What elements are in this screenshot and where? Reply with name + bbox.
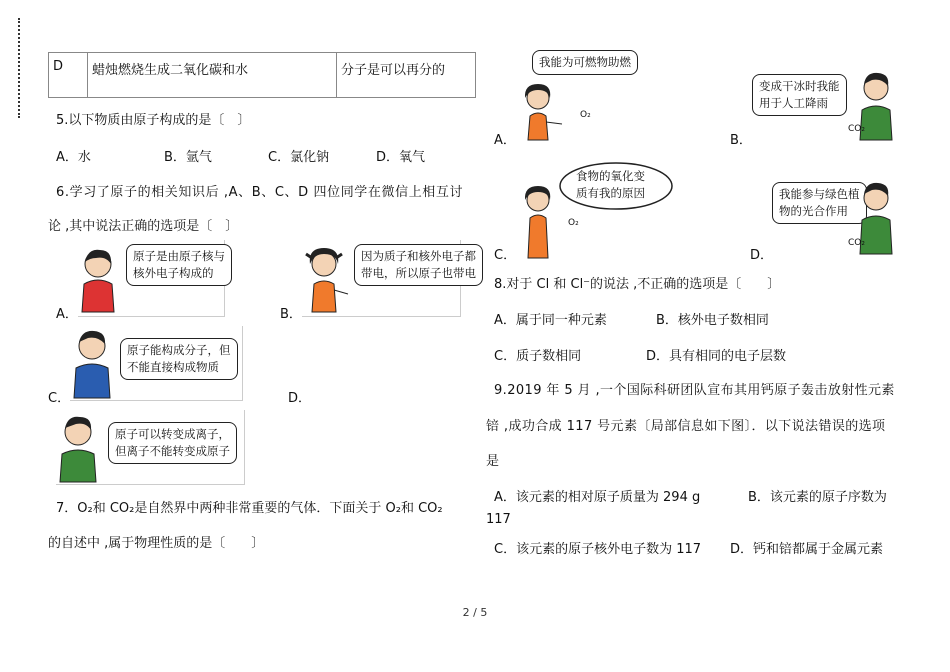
bubble-line: 质有我的原因	[576, 186, 645, 200]
bubble-line: 食物的氧化变	[576, 169, 645, 183]
bubble-line: 因为质子和核外电子都	[361, 249, 476, 263]
q6-c-label: C．	[48, 391, 71, 406]
bubble-line: 物的光合作用	[779, 204, 848, 218]
q7-b-label: B．	[730, 133, 752, 148]
bubble-line: 变成干冰时我能	[759, 79, 840, 93]
q9-option-d: D．钙和锫都属于金属元素	[730, 542, 884, 557]
table-cell-label: D	[49, 53, 88, 98]
binding-margin-dots	[18, 18, 20, 118]
q9-option-a: A．该元素的相对原子质量为 294 g	[494, 490, 701, 505]
girl-avatar-icon	[302, 244, 352, 314]
q9-stem-line1: 9.2019 年 5 月 ,一个国际科研团队宣布其用钙原子轰击放射性元素	[494, 383, 895, 398]
q5-option-b: B．氩气	[164, 150, 212, 165]
q7-stem-line2: 的自述中 ,属于物理性质的是〔 〕	[48, 536, 265, 551]
q8-option-a: A．属于同一种元素	[494, 313, 607, 328]
q9-option-b: B．该元素的原子序数为	[748, 490, 887, 505]
bubble-line: 我能为可燃物助燃	[539, 55, 631, 69]
q7-c-label: C．	[494, 248, 517, 263]
q6-d-bubble	[108, 422, 237, 464]
q9-stem-line3: 是	[486, 454, 500, 469]
table-cell-phenomenon: 蜡烛燃烧生成二氧化碳和水	[88, 53, 337, 98]
bubble-line: 用于人工降雨	[759, 96, 828, 110]
q5-option-c: C．氯化钠	[268, 150, 330, 165]
boy-green-avatar-icon	[56, 414, 106, 484]
bubble-line: 不能直接构成物质	[127, 360, 219, 374]
answer-table	[48, 52, 476, 98]
bubble-line: 原子可以转变成离子，	[115, 427, 230, 441]
oxygen-girl-icon	[516, 80, 578, 142]
q7-d-label: D．	[750, 248, 774, 263]
q5-option-d: D．氧气	[376, 150, 426, 165]
table-cell-explanation: 分子是可以再分的	[337, 53, 476, 98]
bubble-line: 原子能构成分子，但	[127, 343, 231, 357]
q6-a-bubble	[126, 244, 232, 286]
q6-stem-line1: 6.学习了原子的相关知识后 ,A、B、C、D 四位同学在微信上相互讨	[56, 185, 464, 200]
bubble-line: 核外电子构成的	[133, 266, 214, 280]
q7-b-gas: CO₂	[848, 124, 865, 134]
bubble-line: 原子是由原子核与	[133, 249, 225, 263]
q6-d-label: D．	[288, 391, 312, 406]
q7-a-gas: O₂	[580, 110, 591, 120]
page-number: 2 / 5	[462, 606, 488, 619]
boy-avatar-icon	[76, 246, 122, 314]
q7-a-bubble	[532, 50, 638, 75]
q6-b-label: B．	[280, 307, 302, 322]
q7-stem-line1: 7．O₂和 CO₂是自然界中两种非常重要的气体．下面关于 O₂和 CO₂	[56, 501, 443, 516]
q6-stem-line2: 论 ,其中说法正确的选项是〔 〕	[48, 219, 239, 234]
q8-stem: 8.对于 Cl 和 Cl⁻的说法 ,不正确的选项是〔 〕	[494, 277, 781, 292]
q8-option-c: C．质子数相同	[494, 349, 582, 364]
q7-c-gas: O₂	[568, 218, 579, 228]
q7-c-bubble	[576, 168, 645, 202]
bubble-line: 但离子不能转变成原子	[115, 444, 230, 458]
bubble-line: 我能参与绿色植	[779, 187, 860, 201]
q6-b-bubble	[354, 244, 483, 286]
q7-a-label: A．	[494, 133, 516, 148]
q5-stem: 5.以下物质由原子构成的是〔 〕	[56, 113, 251, 128]
q9-stem-line2: 锫 ,成功合成 117 号元素〔局部信息如下图〕．以下说法错误的选项	[486, 419, 886, 434]
q8-option-d: D．具有相同的电子层数	[646, 349, 787, 364]
q6-c-bubble	[120, 338, 238, 380]
table-row	[49, 53, 476, 98]
q6-a-label: A．	[56, 307, 78, 322]
bubble-line: 带电，所以原子也带电	[361, 266, 476, 280]
q5-option-a: A．水	[56, 150, 91, 165]
boy-glasses-avatar-icon	[68, 328, 116, 400]
q8-option-b: B．核外电子数相同	[656, 313, 769, 328]
q7-b-bubble	[752, 74, 847, 116]
q9-option-c: C．该元素的原子核外电子数为 117	[494, 542, 702, 557]
q7-d-gas: CO₂	[848, 238, 865, 248]
q9-option-b-cont: 117	[486, 512, 511, 527]
